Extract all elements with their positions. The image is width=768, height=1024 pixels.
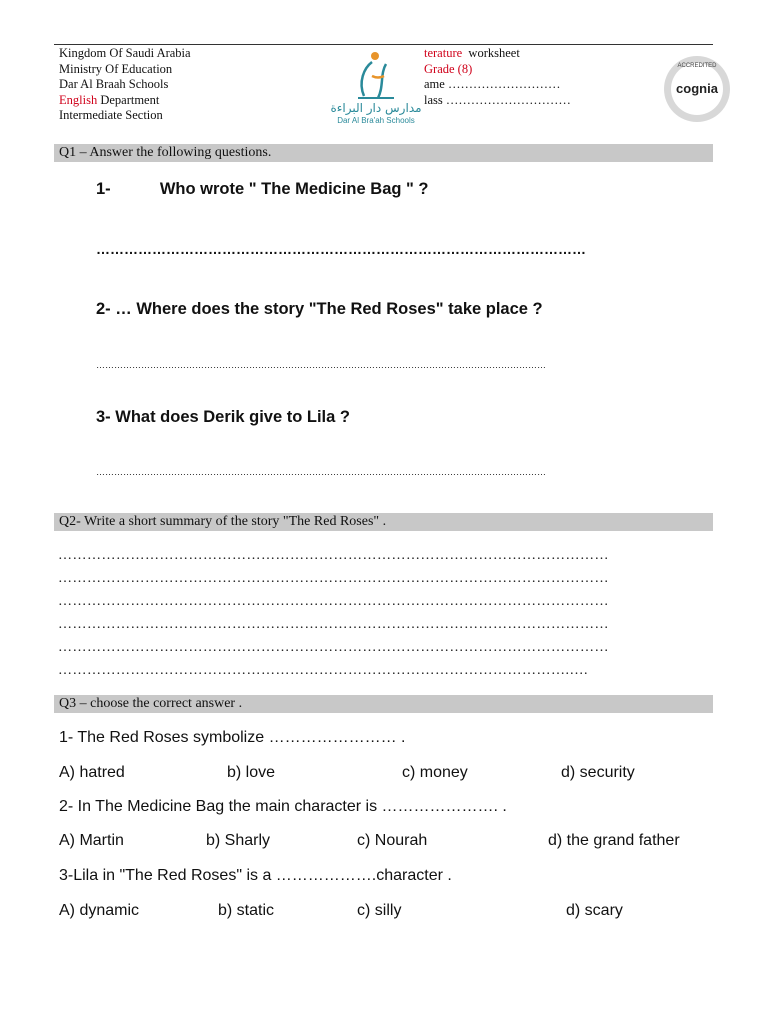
q3-item-2-option-a: A) Martin <box>59 832 124 849</box>
q1-question-2-number: 2- <box>96 300 111 318</box>
header-line-section: Intermediate Section <box>59 108 163 122</box>
q3-item-3-stem: 3-Lila in "The Red Roses" is a ……………….character . <box>59 867 452 884</box>
header-line-school: Dar Al Braah Schools <box>59 77 169 91</box>
header-right-block <box>424 46 571 108</box>
q1-question-1 <box>96 180 429 199</box>
logo-arabic-text: مدارس دار البراءة <box>330 101 422 115</box>
school-logo <box>328 46 424 126</box>
school-logo-emblem <box>358 52 394 98</box>
q3-item-1-stem: 1- The Red Roses symbolize …………………… . <box>59 729 406 746</box>
seal-name-text: cognia <box>676 81 718 96</box>
header-line-ministry: Ministry Of Education <box>59 61 173 76</box>
q1-answer-line-1: …………………………………………………………………………………………… <box>96 241 586 257</box>
q2-heading-bar: Q2- Write a short summary of the story "The Red Roses" . <box>54 513 713 531</box>
q1-answer-line-3: …………………………………………………………………………………………………………………………………… <box>96 467 546 477</box>
class-field-line: lass ………………………… <box>424 92 571 107</box>
q3-item-1-option-a: A) hatred <box>59 764 125 781</box>
q3-item-3-option-c: c) silly <box>357 902 402 919</box>
department-label: Department <box>100 92 160 107</box>
q2-summary-line: …………………………………………………………………………………………………… <box>58 640 609 655</box>
department-name: English <box>59 92 98 107</box>
grade-label: Grade (8) <box>424 61 473 76</box>
q3-item-1-option-d: d) security <box>561 764 635 781</box>
q3-item-2-option-b: b) Sharly <box>206 832 271 849</box>
header-rule <box>54 44 713 45</box>
cognia-accreditation-seal <box>662 54 732 124</box>
q2-summary-line: …………………………………………………………………………………………….…. <box>58 663 588 678</box>
q2-summary-line: …………………………………………………………………………………………………… <box>58 594 609 609</box>
q2-summary-line: …………………………………………………………………………………………………… <box>58 617 609 632</box>
q3-item-3-option-a: A) dynamic <box>59 902 140 919</box>
q1-question-3 <box>96 408 350 427</box>
worksheet-title-rest: worksheet <box>468 46 520 60</box>
q1-question-3-number: 3- <box>96 408 111 426</box>
q1-heading-bar: Q1 – Answer the following questions. <box>54 144 713 162</box>
q3-item-3-option-d: d) scary <box>566 902 623 919</box>
header-line-department <box>59 93 191 109</box>
q3-item-1-option-c: c) money <box>402 764 468 781</box>
q1-question-3-text: What does Derik give to Lila ? <box>115 408 350 426</box>
seal-top-text: ACCREDITED <box>677 63 717 69</box>
q2-summary-line: …………………………………………………………………………………………………… <box>58 571 609 586</box>
q3-item-2-stem: 2- In The Medicine Bag the main character is …………………. . <box>59 798 507 815</box>
header-left-block <box>59 46 191 124</box>
q1-question-2 <box>96 300 543 319</box>
worksheet-title-red: terature <box>424 46 463 60</box>
q3-item-3-option-b: b) static <box>218 902 275 919</box>
q3-heading-bar: Q3 – choose the correct answer . <box>54 695 713 713</box>
q1-question-1-number: 1- <box>96 180 111 198</box>
logo-english-text: Dar Al Bra'ah Schools <box>337 116 415 125</box>
q1-question-2-text: … Where does the story "The Red Roses" take place ? <box>115 300 543 318</box>
q1-answer-line-2: …………………………………………………………………………………………………………………………………… <box>96 360 546 370</box>
q1-question-1-text: Who wrote " The Medicine Bag " ? <box>159 180 429 198</box>
header-line-kingdom: Kingdom Of Saudi Arabia <box>59 46 191 60</box>
worksheet-title <box>424 46 571 62</box>
q3-item-2-option-c: c) Nourah <box>357 832 428 849</box>
name-field-line: ame ……………………… <box>424 77 561 91</box>
q3-item-1-option-b: b) love <box>227 764 276 781</box>
q3-item-2-option-d: d) the grand father <box>548 832 680 849</box>
q2-summary-line: …………………………………………………………………………………………………… <box>58 548 609 563</box>
